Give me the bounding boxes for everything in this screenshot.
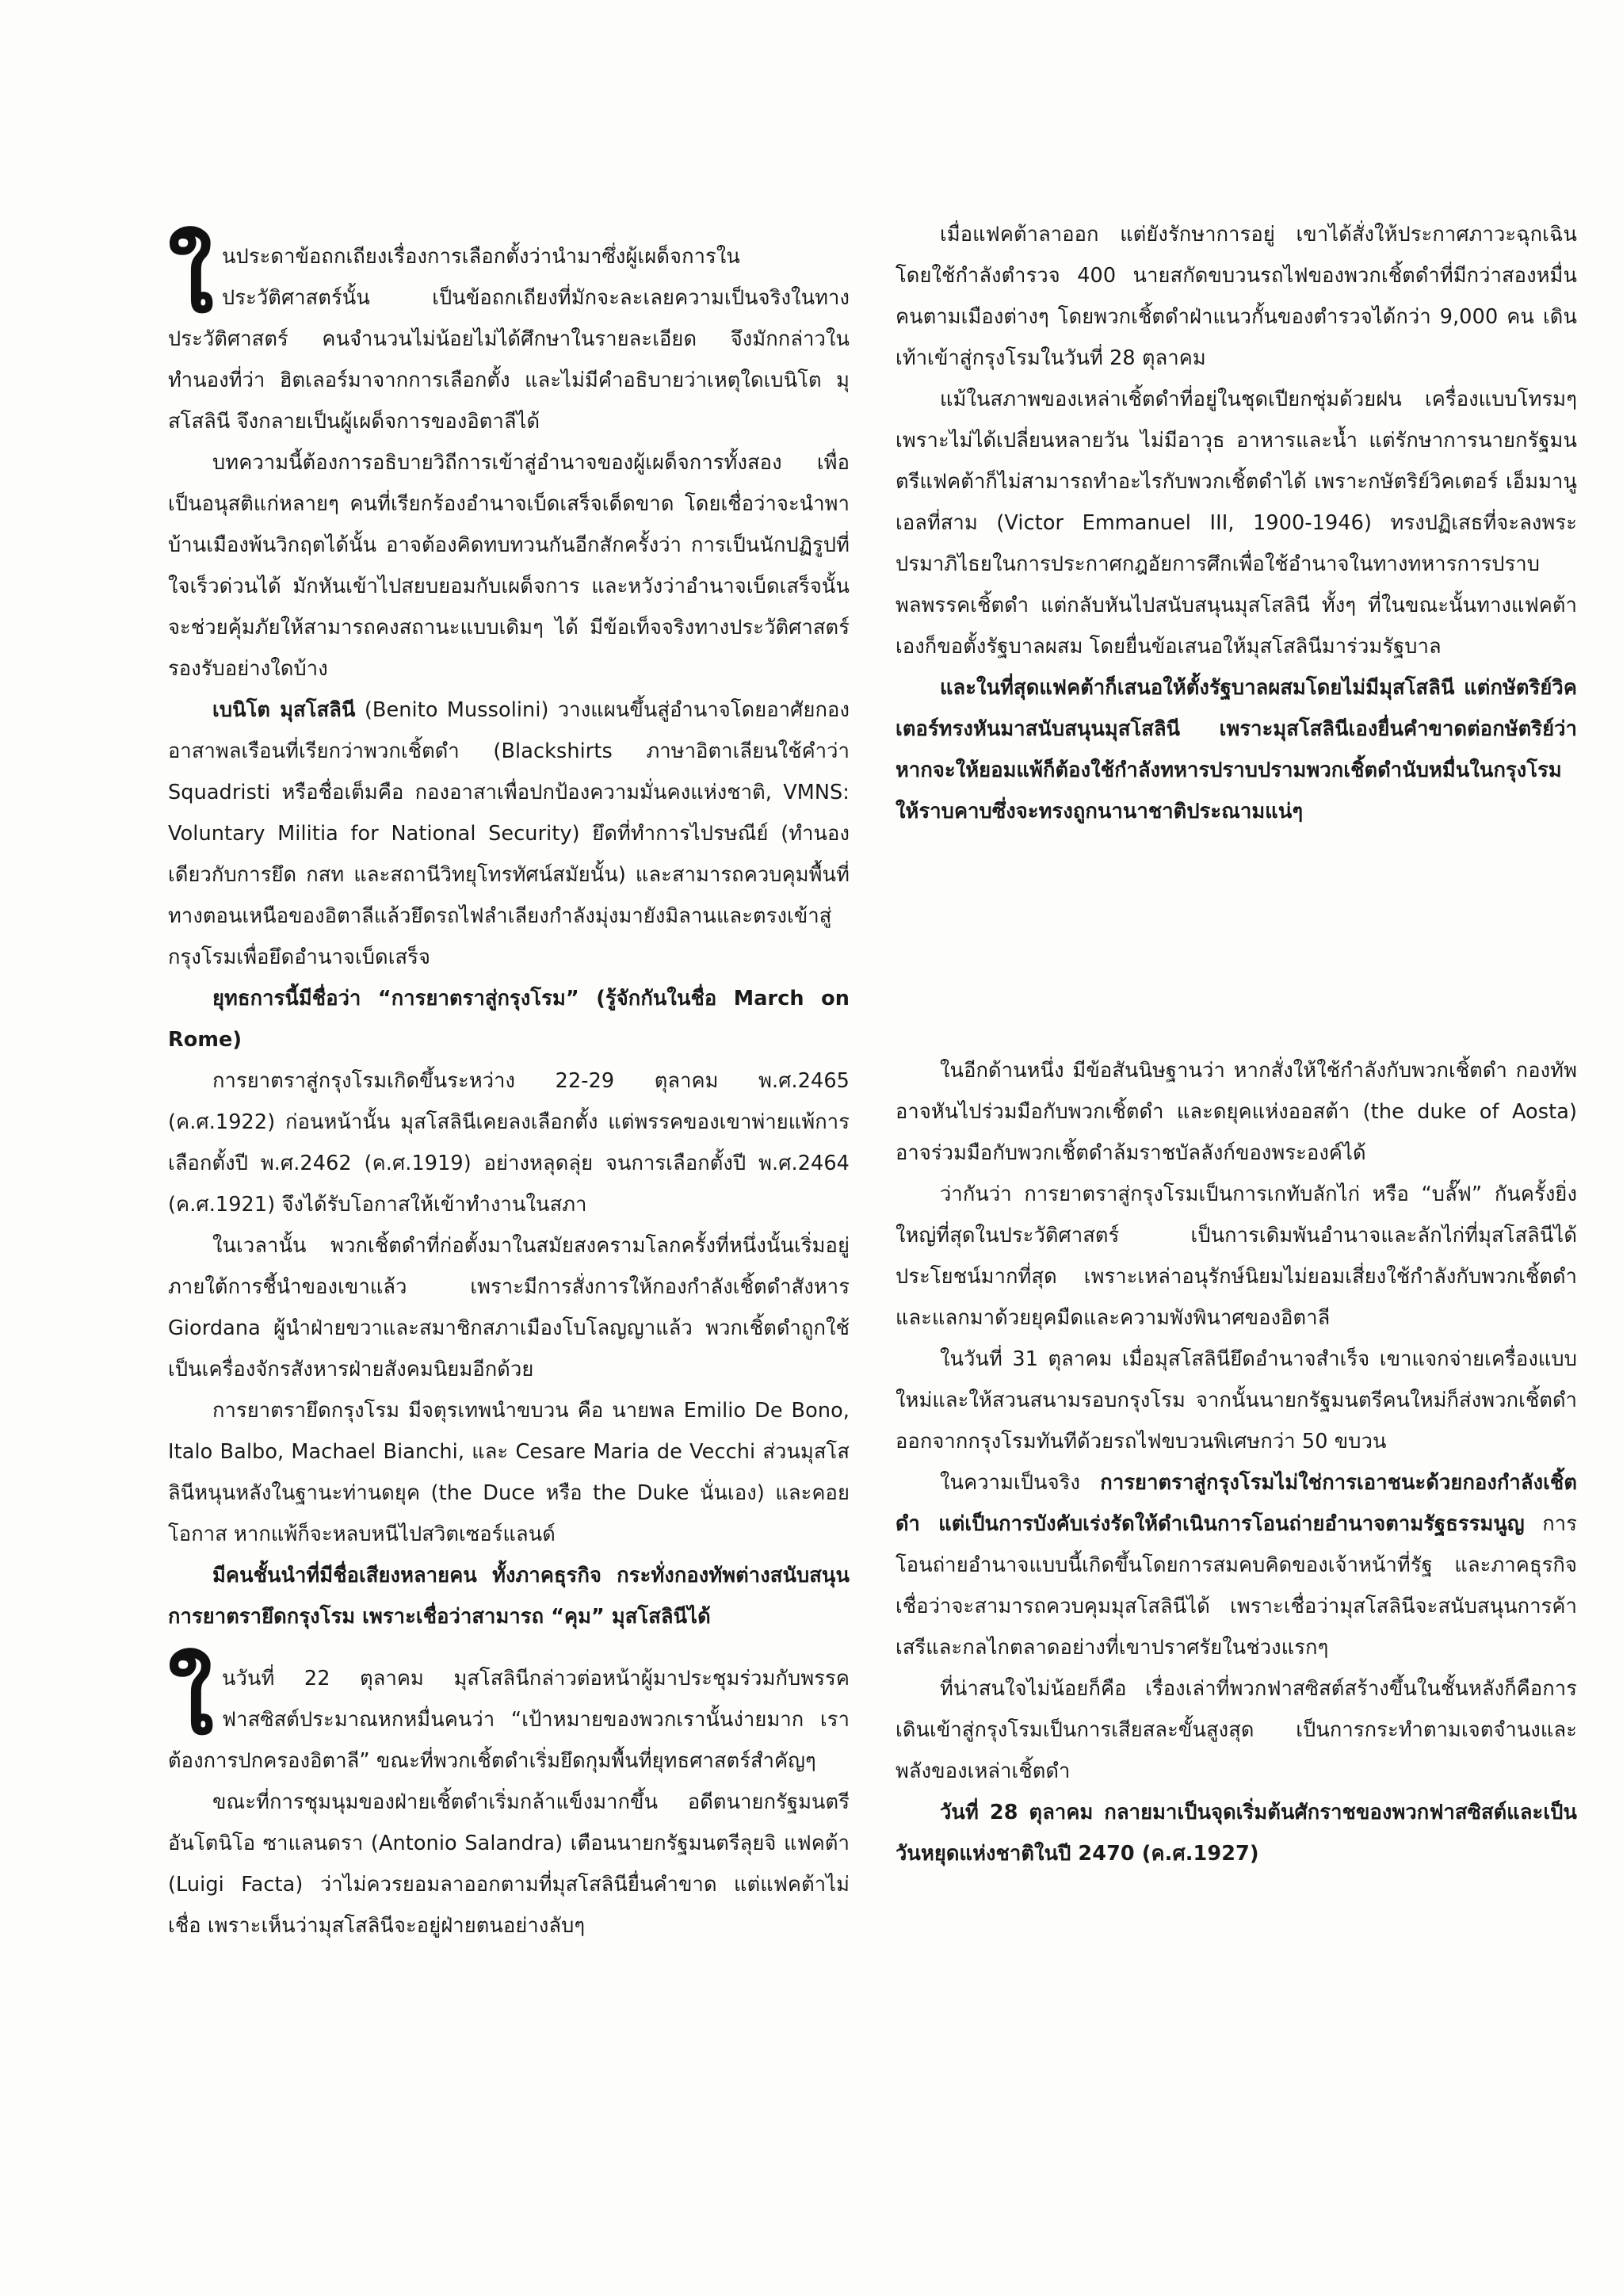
- paragraph: ขณะที่การชุมนุมของฝ่ายเชิ้ตดำเริ่มกล้าแข็งมากขึ้น อดีตนายกรัฐมนตรีอันโตนิโอ ซาแลนดรา (Antonio Salandra) เตือนนายกรัฐมนตรีลุยจิ แฟคต้า (Luigi Facta) ว่าไม่ควรยอมลาออกตามที่มุสโสลินียื่นคำขาด แต่แฟคต้าไม่เชื่อ เพราะเห็นว่ามุสโสลินีจะอยู่ฝ่ายตนอย่างลับๆ: [168, 1790, 850, 1938]
- paragraph-text: (Benito Mussolini) วางแผนขึ้นสู่อำนาจโดยอาศัยกองอาสาพลเรือนที่เรียกว่าพวกเชิ้ตดำ (Blackshirts ภาษาอิตาเลียนใช้คำว่า Squadristi หรือชื่อเต็มคือ กองอาสาเพื่อปกป้องความมั่นคงแห่งชาติ, VMNS: Voluntary Militia for National Security) ยึดที่ทำการไปรษณีย์ (ทำนองเดียวกับการยึด กสท และสถานีวิทยุโทรทัศน์สมัยนั้น) และสามารถควบคุมพื้นที่ทางตอนเหนือของอิตาลีแล้วยึดรถไฟลำเลียงกำลังมุ่งมายังมิลานและตรงเข้าสู่กรุงโรมเพื่อยึดอำนาจเบ็ดเสร็จ: [168, 698, 850, 969]
- intro-paragraph: [168, 223, 850, 442]
- paragraph-lead: ในความเป็นจริง: [940, 1471, 1101, 1495]
- bold-paragraph: วันที่ 28 ตุลาคม กลายมาเป็นจุดเริ่มต้นศักราชของพวกฟาสซิสต์และเป็นวันหยุดแห่งชาติในปี 2470 (ค.ศ.1927): [896, 1801, 1577, 1866]
- paragraph-mixed: [896, 1462, 1577, 1668]
- bold-text: การยาตราสู่กรุงโรมไม่ใช่การเอาชนะด้วยกองกำลังเชิ้ตดำ แต่เป็นการบังคับเร่งรัดให้ดำเนินการโอนถ่ายอำนาจตามรัฐธรรมนูญ: [896, 1471, 1577, 1536]
- paragraph: ในวันที่ 31 ตุลาคม เมื่อมุสโสลินียึดอำนาจสำเร็จ เขาแจกจ่ายเครื่องแบบใหม่และให้สวนสนามรอบกรุงโรม จากนั้นนายกรัฐมนตรีคนใหม่ก็ส่งพวกเชิ้ตดำออกจากกรุงโรมทันทีด้วยรถไฟขบวนพิเศษกว่า 50 ขบวน: [896, 1347, 1577, 1454]
- second-section-text: นวันที่ 22 ตุลาคม มุสโสลินีกล่าวต่อหน้าผู้มาประชุมร่วมกับพรรคฟาสซิสต์ประมาณหกหมื่นคนว่า “เป้าหมายของพวกเรานั้นง่ายมาก เราต้องการปกครองอิตาลี” ขณะที่พวกเชิ้ตดำเริ่มยึดกุมพื้นที่ยุทธศาสตร์สำคัญๆ: [168, 1667, 850, 1773]
- paragraph: การยาตรายึดกรุงโรม มีจตุรเทพนำขบวน คือ นายพล Emilio De Bono, Italo Balbo, Machael Bianchi, และ Cesare Maria de Vecchi ส่วนมุสโสลินีหนุนหลังในฐานะท่านดยุค (the Duce หรือ the Duke นั่นเอง) และคอยโอกาส หากแพ้ก็จะหลบหนีไปสวิตเซอร์แลนด์: [168, 1399, 850, 1546]
- right-column-bottom: [896, 1050, 1577, 1874]
- paragraph: ในอีกด้านหนึ่ง มีข้อสันนิษฐานว่า หากสั่งให้ใช้กำลังกับพวกเชิ้ตดำ กองทัพอาจหันไปร่วมมือกับพวกเชิ้ตดำ และดยุคแห่งออสต้า (the duke of Aosta) อาจร่วมมือกับพวกเชิ้ตดำล้มราชบัลลังก์ของพระองค์ได้: [896, 1059, 1577, 1165]
- paragraph: เมื่อแฟคต้าลาออก แต่ยังรักษาการอยู่ เขาได้สั่งให้ประกาศภาวะฉุกเฉิน โดยใช้กำลังตำรวจ 400 นายสกัดขบวนรถไฟของพวกเชิ้ตดำที่มีกว่าสองหมื่นคนตามเมืองต่างๆ โดยพวกเชิ้ตดำฝ่าแนวกั้นของตำรวจได้กว่า 9,000 คน เดินเท้าเข้าสู่กรุงโรมในวันที่ 28 ตุลาคม: [896, 223, 1577, 370]
- paragraph-mussolini: [168, 690, 850, 978]
- drop-cap: ใ: [168, 1645, 214, 1755]
- paragraph: การยาตราสู่กรุงโรมเกิดขึ้นระหว่าง 22-29 ตุลาคม พ.ศ.2465 (ค.ศ.1922) ก่อนหน้านั้น มุสโสลินีเคยลงเลือกตั้ง แต่พรรคของเขาพ่ายแพ้การเลือกตั้งปี พ.ศ.2462 (ค.ศ.1919) อย่างหลุดลุ่ย จนการเลือกตั้งปี พ.ศ.2464 (ค.ศ.1921) จึงได้รับโอกาสให้เข้าทำงานในสภา: [168, 1069, 850, 1217]
- second-section-paragraph: [168, 1645, 850, 1782]
- paragraph: ในเวลานั้น พวกเชิ้ตดำที่ก่อตั้งมาในสมัยสงครามโลกครั้งที่หนึ่งนั้นเริ่มอยู่ภายใต้การชี้นำของเขาแล้ว เพราะมีการสั่งการให้กองกำลังเชิ้ตดำสังหาร Giordana ผู้นำฝ่ายขวาและสมาชิกสภาเมืองโบโลญญาแล้ว พวกเชิ้ตดำถูกใช้เป็นเครื่องจักรสังหารฝ่ายสังคมนิยมอีกด้วย: [168, 1234, 850, 1381]
- paragraph-tail: การโอนถ่ายอำนาจแบบนี้เกิดขึ้นโดยการสมคบคิดของเจ้าหน้าที่รัฐ และภาคธุรกิจเชื่อว่าจะสามารถควบคุมมุสโสลินีได้ เพราะเชื่อว่ามุสโสลินีจะสนับสนุนการค้าเสรีและกลไกตลาดอย่างที่เขาปราศรัยในช่วงแรกๆ: [896, 1512, 1577, 1660]
- paragraph: ที่น่าสนใจไม่น้อยก็คือ เรื่องเล่าที่พวกฟาสซิสต์สร้างขึ้นในชั้นหลังก็คือการเดินเข้าสู่กรุงโรมเป็นการเสียสละขั้นสูงสุด เป็นการกระทำตามเจตจำนงและพลังของเหล่าเชิ้ตดำ: [896, 1677, 1577, 1783]
- bold-paragraph: มีคนชั้นนำที่มีชื่อเสียงหลายคน ทั้งภาคธุรกิจ กระทั่งกองทัพต่างสนับสนุนการยาตรายึดกรุงโรม เพราะเชื่อว่าสามารถ “คุม” มุสโสลินีได้: [168, 1564, 850, 1629]
- bold-paragraph: และในที่สุดแฟคต้าก็เสนอให้ตั้งรัฐบาลผสมโดยไม่มีมุสโสลินี แต่กษัตริย์วิคเตอร์ทรงหันมาสนับสนุนมุสโสลินี เพราะมุสโสลินีเองยื่นคำขาดต่อกษัตริย์ว่าหากจะให้ยอมแพ้ก็ต้องใช้กำลังทหารปราบปรามพวกเชิ้ตดำนับหมื่นในกรุงโรมให้ราบคาบซึ่งจะทรงถูกนานาชาติประณามแน่ๆ: [896, 676, 1577, 823]
- paragraph: บทความนี้ต้องการอธิบายวิถีการเข้าสู่อำนาจของผู้เผด็จการทั้งสอง เพื่อเป็นอนุสติแก่หลายๆ คนที่เรียกร้องอำนาจเบ็ดเสร็จเด็ดขาด โดยเชื่อว่าจะนำพาบ้านเมืองพ้นวิกฤตได้นั้น อาจต้องคิดทบทวนกันอีกสักครั้งว่า การเป็นนักปฏิรูปที่ใจเร็วด่วนได้ มักหันเข้าไปสยบยอมกับเผด็จการ และหวังว่าอำนาจเบ็ดเสร็จนั้นจะช่วยคุ้มภัยให้สามารถคงสถานะแบบเดิมๆ ได้ มีข้อเท็จจริงทางประวัติศาสตร์รองรับอย่างใดบ้าง: [168, 451, 850, 681]
- bold-name: เบนิโต มุสโสลินี: [212, 698, 356, 722]
- paragraph: ว่ากันว่า การยาตราสู่กรุงโรมเป็นการเกทับลักไก่ หรือ “บลั๊ฟ” กันครั้งยิ่งใหญ่ที่สุดในประวัติศาสตร์ เป็นการเดิมพันอำนาจและลักไก่ที่มุสโสลินีได้ประโยชน์มากที่สุด เพราะเหล่าอนุรักษ์นิยมไม่ยอมเสี่ยงใช้กำลังกับพวกเชิ้ตดำ และแลกมาด้วยยุคมืดและความพังพินาศของอิตาลี: [896, 1182, 1577, 1330]
- intro-text: นประดาข้อถกเถียงเรื่องการเลือกตั้งว่านำมาซึ่งผู้เผด็จการในประวัติศาสตร์นั้น เป็นข้อถกเถียงที่มักจะละเลยความเป็นจริงในทางประวัติศาสตร์ คนจำนวนไม่น้อยไม่ได้ศึกษาในรายละเอียด จึงมักกล่าวในทำนองที่ว่า ฮิตเลอร์มาจากการเลือกตั้ง และไม่มีคำอธิบายว่าเหตุใดเบนิโต มุสโสลินี จึงกลายเป็นผู้เผด็จการของอิตาลีได้: [168, 245, 850, 434]
- section-gap: [168, 1637, 850, 1658]
- right-column-top: [896, 214, 1577, 832]
- left-column: [168, 223, 850, 1946]
- bold-heading-march-on-rome: ยุทธการนี้มีชื่อว่า “การยาตราสู่กรุงโรม” (รู้จักกันในชื่อ March on Rome): [168, 987, 850, 1052]
- drop-cap: ใ: [168, 223, 214, 334]
- paragraph: แม้ในสภาพของเหล่าเชิ้ตดำที่อยู่ในชุดเปียกชุ่มด้วยฝน เครื่องแบบโทรมๆ เพราะไม่ได้เปลี่ยนหลายวัน ไม่มีอาวุธ อาหารและน้ำ แต่รักษาการนายกรัฐมนตรีแฟคต้าก็ไม่สามารถทำอะไรกับพวกเชิ้ตดำได้ เพราะกษัตริย์วิคเตอร์ เอ็มมานูเอลที่สาม (Victor Emmanuel III, 1900-1946) ทรงปฏิเสธที่จะลงพระปรมาภิไธยในการประกาศกฎอัยการศึกเพื่อใช้อำนาจในทางทหารการปราบพลพรรคเชิ้ตดำ แต่กลับหันไปสนับสนุนมุสโสลินี ทั้งๆ ที่ในขณะนั้นทางแฟคต้าเองก็ขอตั้งรัฐบาลผสม โดยยื่นข้อเสนอให้มุสโสลินีมาร่วมรัฐบาล: [896, 388, 1577, 659]
